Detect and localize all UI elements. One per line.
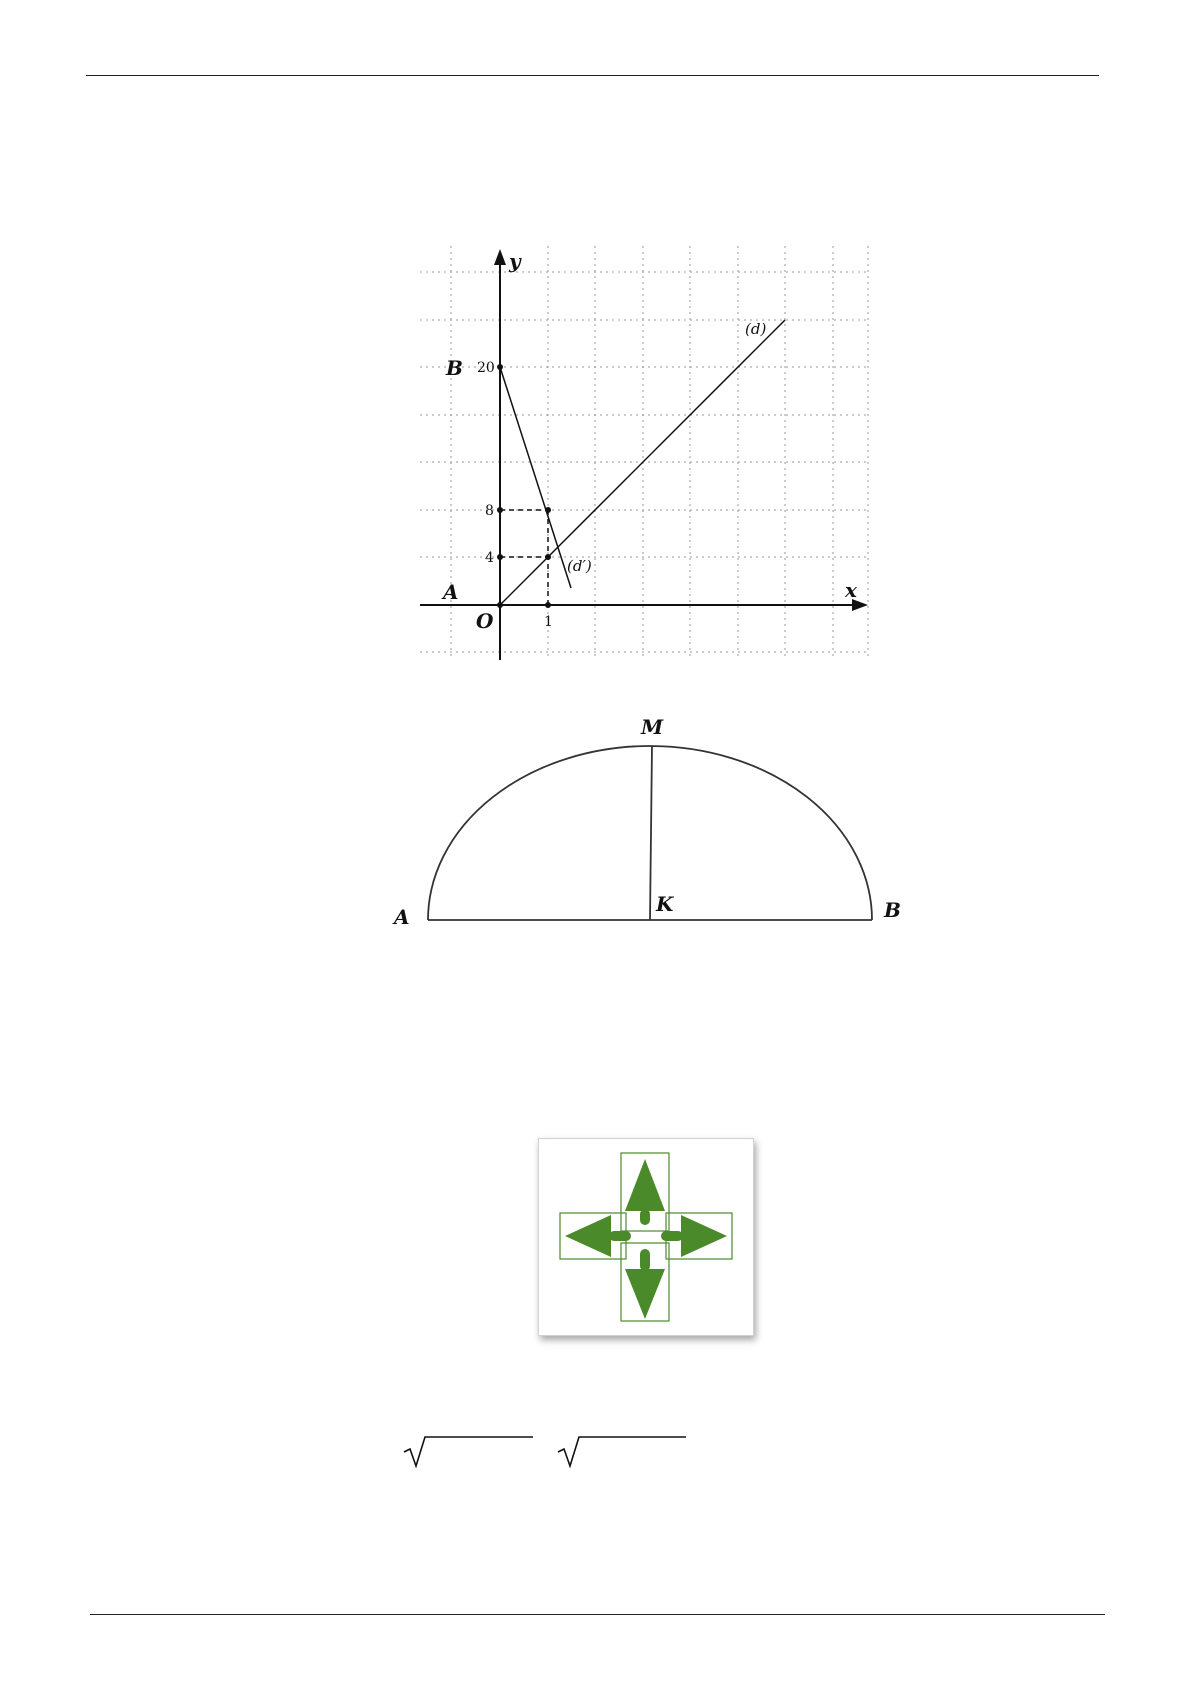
graph-points: [497, 364, 551, 608]
line-d-prime-label: (d′): [567, 557, 592, 575]
line-d-prime: [500, 367, 571, 588]
y-axis-arrowhead: [494, 249, 506, 265]
label-k: K: [656, 892, 674, 916]
sqrt-symbol-2: [558, 1437, 686, 1466]
tick-y-4: 4: [485, 550, 494, 566]
line-d-label: (d): [745, 320, 767, 338]
grid: [420, 246, 870, 658]
point-a-label: A: [443, 580, 459, 604]
point-b-label: B: [446, 356, 463, 380]
tick-x-1: 1: [544, 614, 553, 630]
footer-rule: [90, 1614, 1105, 1615]
label-m: M: [641, 715, 664, 739]
four-way-arrows-icon: [539, 1139, 753, 1335]
four-way-arrows-card: [538, 1138, 754, 1336]
label-a: A: [394, 905, 410, 929]
x-axis-label: x: [845, 578, 857, 602]
coordinate-graph: [0, 0, 1192, 680]
y-axis-label: y: [509, 249, 521, 273]
semicircle-arc: [428, 746, 872, 920]
tick-y-8: 8: [485, 503, 494, 519]
origin-label: O: [476, 609, 494, 633]
segment-mk: [650, 746, 652, 920]
label-b: B: [884, 898, 901, 922]
sqrt-symbol-1: [404, 1437, 533, 1466]
tick-y-20: 20: [477, 360, 495, 376]
line-d: [500, 320, 785, 605]
